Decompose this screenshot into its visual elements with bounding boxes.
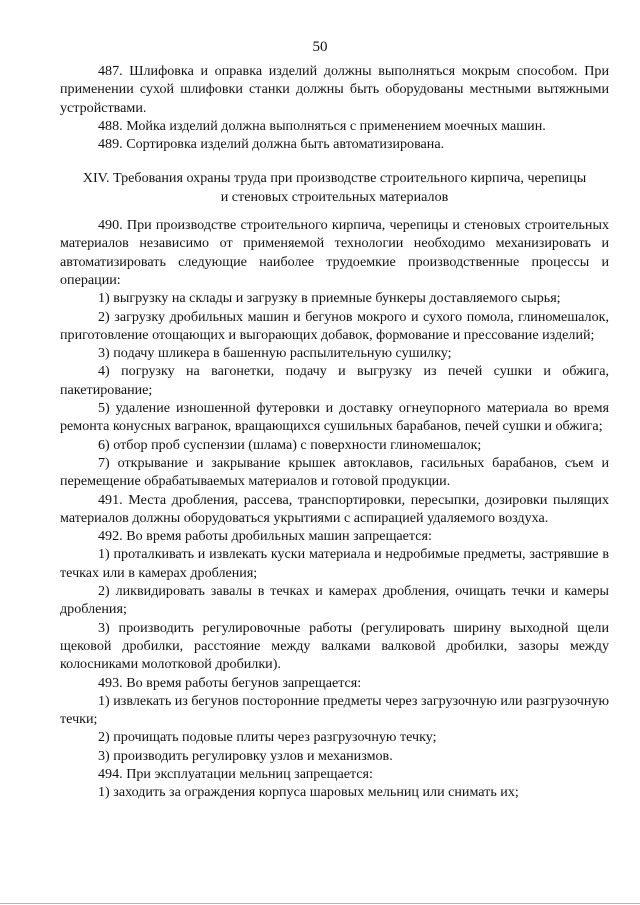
- section-heading: XIV. Требования охраны труда при производстве строительного кирпича, черепицы и стеновых строительных материалов: [82, 170, 587, 205]
- paragraph-492: 492. Во время работы дробильных машин запрещается:: [98, 528, 432, 545]
- scan-edge-line: [0, 903, 640, 904]
- paragraph-489: 489. Сортировка изделий должна быть автоматизирована.: [98, 136, 445, 153]
- paragraph-490: 490. При производстве строительного кирпича, черепицы и стеновых строительных материалов независимо от применяемой технологии необходимо механизировать и автоматизировать следующие наиболее трудоемкие производственные процессы и операции:: [60, 217, 609, 288]
- list-item: 4) погрузку на вагонетки, подачу и выгрузку из печей сушки и обжига, пакетирование;: [60, 363, 609, 398]
- paragraph-493: 493. Во время работы бегунов запрещается:: [98, 674, 362, 691]
- list-item: 1) проталкивать и извлекать куски материала и недробимые предметы, застрявшие в течках или в камерах дробления;: [60, 546, 609, 581]
- list-item: 1) выгрузку на склады и загрузку в приемные бункеры доставляемого сырья;: [98, 290, 561, 307]
- list-item: 2) ликвидировать завалы в течках и камерах дробления, очищать течки и камеры дробления;: [60, 583, 609, 618]
- list-item: 3) подачу шликера в башенную распылительную сушилку;: [98, 345, 452, 362]
- list-item: 3) производить регулировку узлов и механизмов.: [98, 747, 393, 764]
- paragraph-491: 491. Места дробления, рассева, транспортировки, пересыпки, дозировки пылящих материалов должны оборудоваться укрытиями с аспирацией удаляемого воздуха.: [60, 491, 609, 526]
- paragraph-488: 488. Мойка изделий должна выполняться с применением моечных машин.: [98, 117, 546, 134]
- list-item: 2) загрузку дробильных машин и бегунов мокрого и сухого помола, глиномешалок, приготовление отощающих и выгорающих добавок, формование и прессование изделий;: [60, 308, 609, 343]
- list-item: 6) отбор проб суспензии (шлама) с поверхности глиномешалок;: [98, 436, 482, 453]
- paragraph-494: 494. При эксплуатации мельниц запрещается:: [98, 765, 373, 782]
- list-item: 3) производить регулировочные работы (регулировать ширину выходной щели щековой дробилки, расстояние между валками валковой дробилки, зазоры между колосниками молотковой дробилки).: [60, 619, 609, 673]
- list-item: 7) открывание и закрывание крышек автоклавов, гасильных барабанов, съем и перемещение обрабатываемых материалов и готовой продукции.: [60, 454, 609, 490]
- list-item: 1) извлекать из бегунов посторонние предметы через загрузочную или разгрузочную течки;: [60, 692, 609, 728]
- list-item: 1) заходить за ограждения корпуса шаровых мельниц или снимать их;: [98, 784, 519, 801]
- list-item: 2) прочищать подовые плиты через разгрузочную течку;: [98, 729, 437, 746]
- page-number: 50: [312, 39, 328, 55]
- paragraph-487: 487. Шлифовка и оправка изделий должны выполняться мокрым способом. При применении сухой шлифовки станки должны быть оборудованы местными вытяжными устройствами.: [60, 63, 609, 116]
- document-body: [60, 62, 609, 802]
- list-item: 5) удаление изношенной футеровки и доставку огнеупорного материала во время ремонта конусных вагранок, вращающихся сушильных барабанов, печей сушки и обжига;: [60, 400, 609, 435]
